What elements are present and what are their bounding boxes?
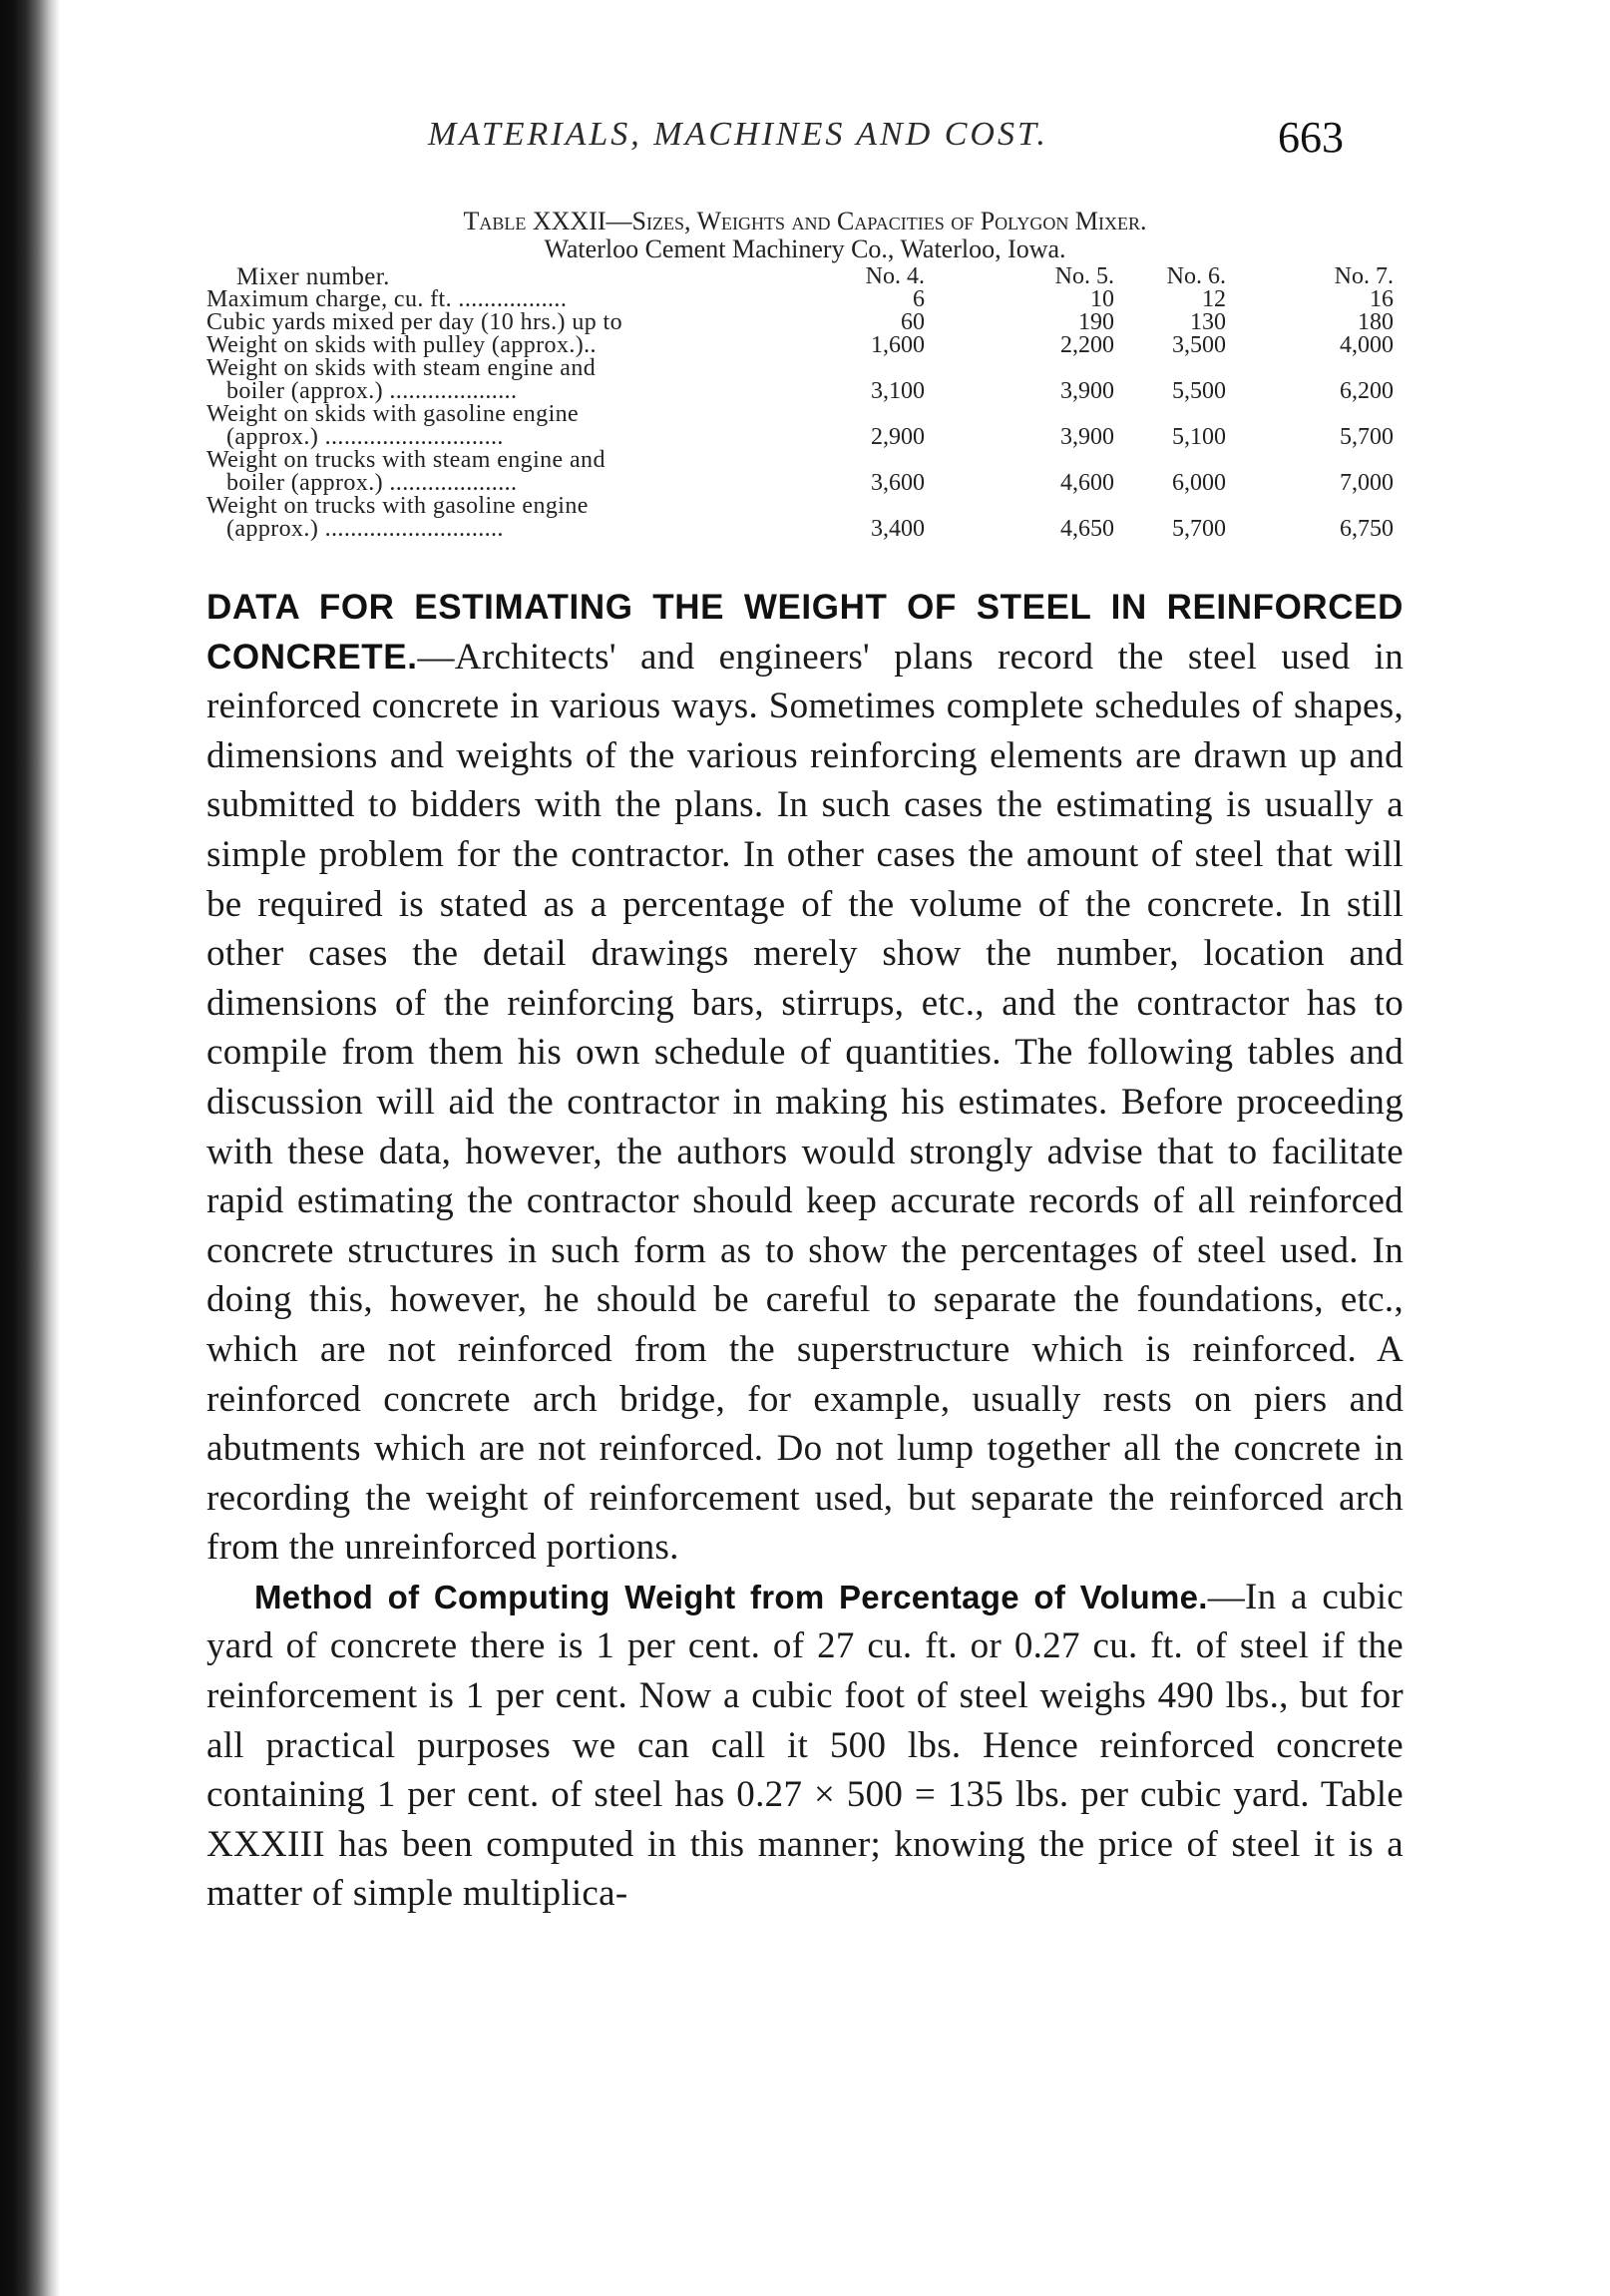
row-label-continuation: (approx.) ............................ bbox=[226, 424, 504, 450]
row-label: Maximum charge, cu. ft. ................. bbox=[206, 286, 568, 312]
table-source: Waterloo Cement Machinery Co., Waterloo, Iowa. bbox=[544, 234, 1066, 263]
table-row bbox=[206, 403, 1404, 449]
running-head bbox=[206, 112, 1404, 172]
table-cell: 1,600 bbox=[871, 332, 925, 358]
table-header-cell: No. 7. bbox=[1334, 263, 1394, 289]
table-header-label: Mixer number. bbox=[236, 263, 390, 290]
page-number: 663 bbox=[1278, 113, 1344, 162]
row-label bbox=[206, 403, 925, 449]
table-cell: 2,200 bbox=[1060, 332, 1114, 358]
table-cell: 60 bbox=[901, 309, 925, 335]
table-cell: 180 bbox=[1358, 309, 1394, 335]
running-head-title: MATERIALS, MACHINES AND COST. bbox=[428, 116, 1048, 153]
table-cell: 190 bbox=[1078, 309, 1114, 335]
mixer-table bbox=[206, 265, 1404, 541]
table-cell: 5,700 bbox=[1340, 424, 1394, 450]
table-header-cell: No. 6. bbox=[1166, 263, 1226, 289]
table-cell: 5,700 bbox=[1172, 516, 1226, 542]
row-label bbox=[206, 449, 925, 495]
table-row bbox=[206, 334, 1404, 357]
section-heading: DATA FOR ESTIMATING THE WEIGHT OF STEEL IN REINFORCED CONCRETE. bbox=[206, 588, 1404, 677]
row-label: Cubic yards mixed per day (10 hrs.) up to bbox=[206, 309, 622, 335]
table-row bbox=[206, 311, 1404, 334]
row-label-continuation: boiler (approx.) .................... bbox=[226, 470, 518, 496]
table-cell: 3,900 bbox=[1060, 378, 1114, 404]
table-title: Table XXXII—Sizes, Weights and Capacities of Polygon Mixer. bbox=[463, 207, 1147, 235]
paragraph-text: —In a cubic yard of concrete there is 1 per cent. of 27 cu. ft. or 0.27 cu. ft. of steel if the reinforcement is 1 per cent. Now a cubic foot of steel weighs 490 lbs., but for all practical purposes we can call it 500 lbs. Hence reinforced concrete containing 1 per cent. of steel has 0.27 × 500 = 135 lbs. per cubic yard. Table XXXIII has been computed in this manner; knowing the price of steel it is a matter of simple multiplica- bbox=[206, 1576, 1404, 1915]
table-cell: 6 bbox=[913, 286, 925, 312]
table-cell: 3,900 bbox=[1060, 424, 1114, 450]
table-cell: 3,400 bbox=[871, 516, 925, 542]
table-row bbox=[206, 449, 1404, 495]
table-cell: 4,650 bbox=[1060, 516, 1114, 542]
table-cell: 16 bbox=[1370, 286, 1394, 312]
table-cell: 6,000 bbox=[1172, 470, 1226, 496]
table-row bbox=[206, 288, 1404, 311]
row-label-line: Weight on trucks with gasoline engine bbox=[206, 493, 589, 519]
table-cell: 6,200 bbox=[1340, 378, 1394, 404]
table-cell: 3,600 bbox=[871, 470, 925, 496]
paragraph-text: —Architects' and engineers' plans record the steel used in reinforced concrete in various ways. Sometimes complete schedules of shapes, dimensions and weights of the various reinforcing elements are drawn up and submitted to bidders with the plans. In such cases the estimating is usually a simple problem for the contractor. In other cases the amount of steel that will be required is stated as a percentage of the volume of the concrete. In still other cases the detail drawings merely show the number, location and dimensions of the reinforcing bars, stirrups, etc., and the contractor has to compile from them his own schedule of quantities. The following tables and discussion will aid the contractor in making his estimates. Before proceeding with these data, however, the authors would strongly advise that to facilitate rapid estimating the contractor should keep accurate records of all reinforced concrete structures in such form as to show the percentages of steel used. In doing this, however, he should be careful to separate the foundations, etc., which are not reinforced from the superstructure which is reinforced. A reinforced concrete arch bridge, for example, usually rests on piers and abutments which are not reinforced. Do not lump together all the concrete in recording the weight of reinforcement used, but separate the reinforced arch from the unreinforced portions. bbox=[206, 636, 1404, 1569]
table-header-row bbox=[206, 265, 1404, 288]
table-cell: 6,750 bbox=[1340, 516, 1394, 542]
table-cell: 4,600 bbox=[1060, 470, 1114, 496]
table-cell: 12 bbox=[1202, 286, 1226, 312]
paragraph bbox=[206, 1573, 1404, 1919]
row-label-line: Weight on skids with steam engine and bbox=[206, 355, 597, 381]
table-cell: 10 bbox=[1090, 286, 1114, 312]
body-text bbox=[206, 583, 1404, 1919]
table-cell: 3,500 bbox=[1172, 332, 1226, 358]
table-cell: 5,500 bbox=[1172, 378, 1226, 404]
book-page bbox=[206, 0, 1404, 2296]
table-caption bbox=[206, 208, 1404, 263]
row-label-line: Weight on trucks with steam engine and bbox=[206, 447, 605, 473]
row-label-line: Weight on skids with gasoline engine bbox=[206, 401, 580, 427]
table-header-cell: No. 5. bbox=[1054, 263, 1114, 289]
row-label: Weight on skids with pulley (approx.).. bbox=[206, 332, 597, 358]
row-label bbox=[206, 357, 925, 403]
table-header-cell: No. 4. bbox=[865, 263, 925, 289]
table-cell: 5,100 bbox=[1172, 424, 1226, 450]
subsection-heading: Method of Computing Weight from Percentage of Volume. bbox=[254, 1578, 1208, 1615]
table-cell: 2,900 bbox=[871, 424, 925, 450]
table-cell: 4,000 bbox=[1340, 332, 1394, 358]
table-row bbox=[206, 357, 1404, 403]
paragraph bbox=[206, 583, 1404, 1573]
table-cell: 7,000 bbox=[1340, 470, 1394, 496]
table-cell: 3,100 bbox=[871, 378, 925, 404]
row-label-continuation: (approx.) ............................ bbox=[226, 516, 504, 542]
table-cell: 130 bbox=[1190, 309, 1226, 335]
table-row bbox=[206, 495, 1404, 541]
scanned-binding-edge bbox=[0, 0, 60, 2296]
row-label-continuation: boiler (approx.) .................... bbox=[226, 378, 518, 404]
row-label bbox=[206, 495, 925, 541]
